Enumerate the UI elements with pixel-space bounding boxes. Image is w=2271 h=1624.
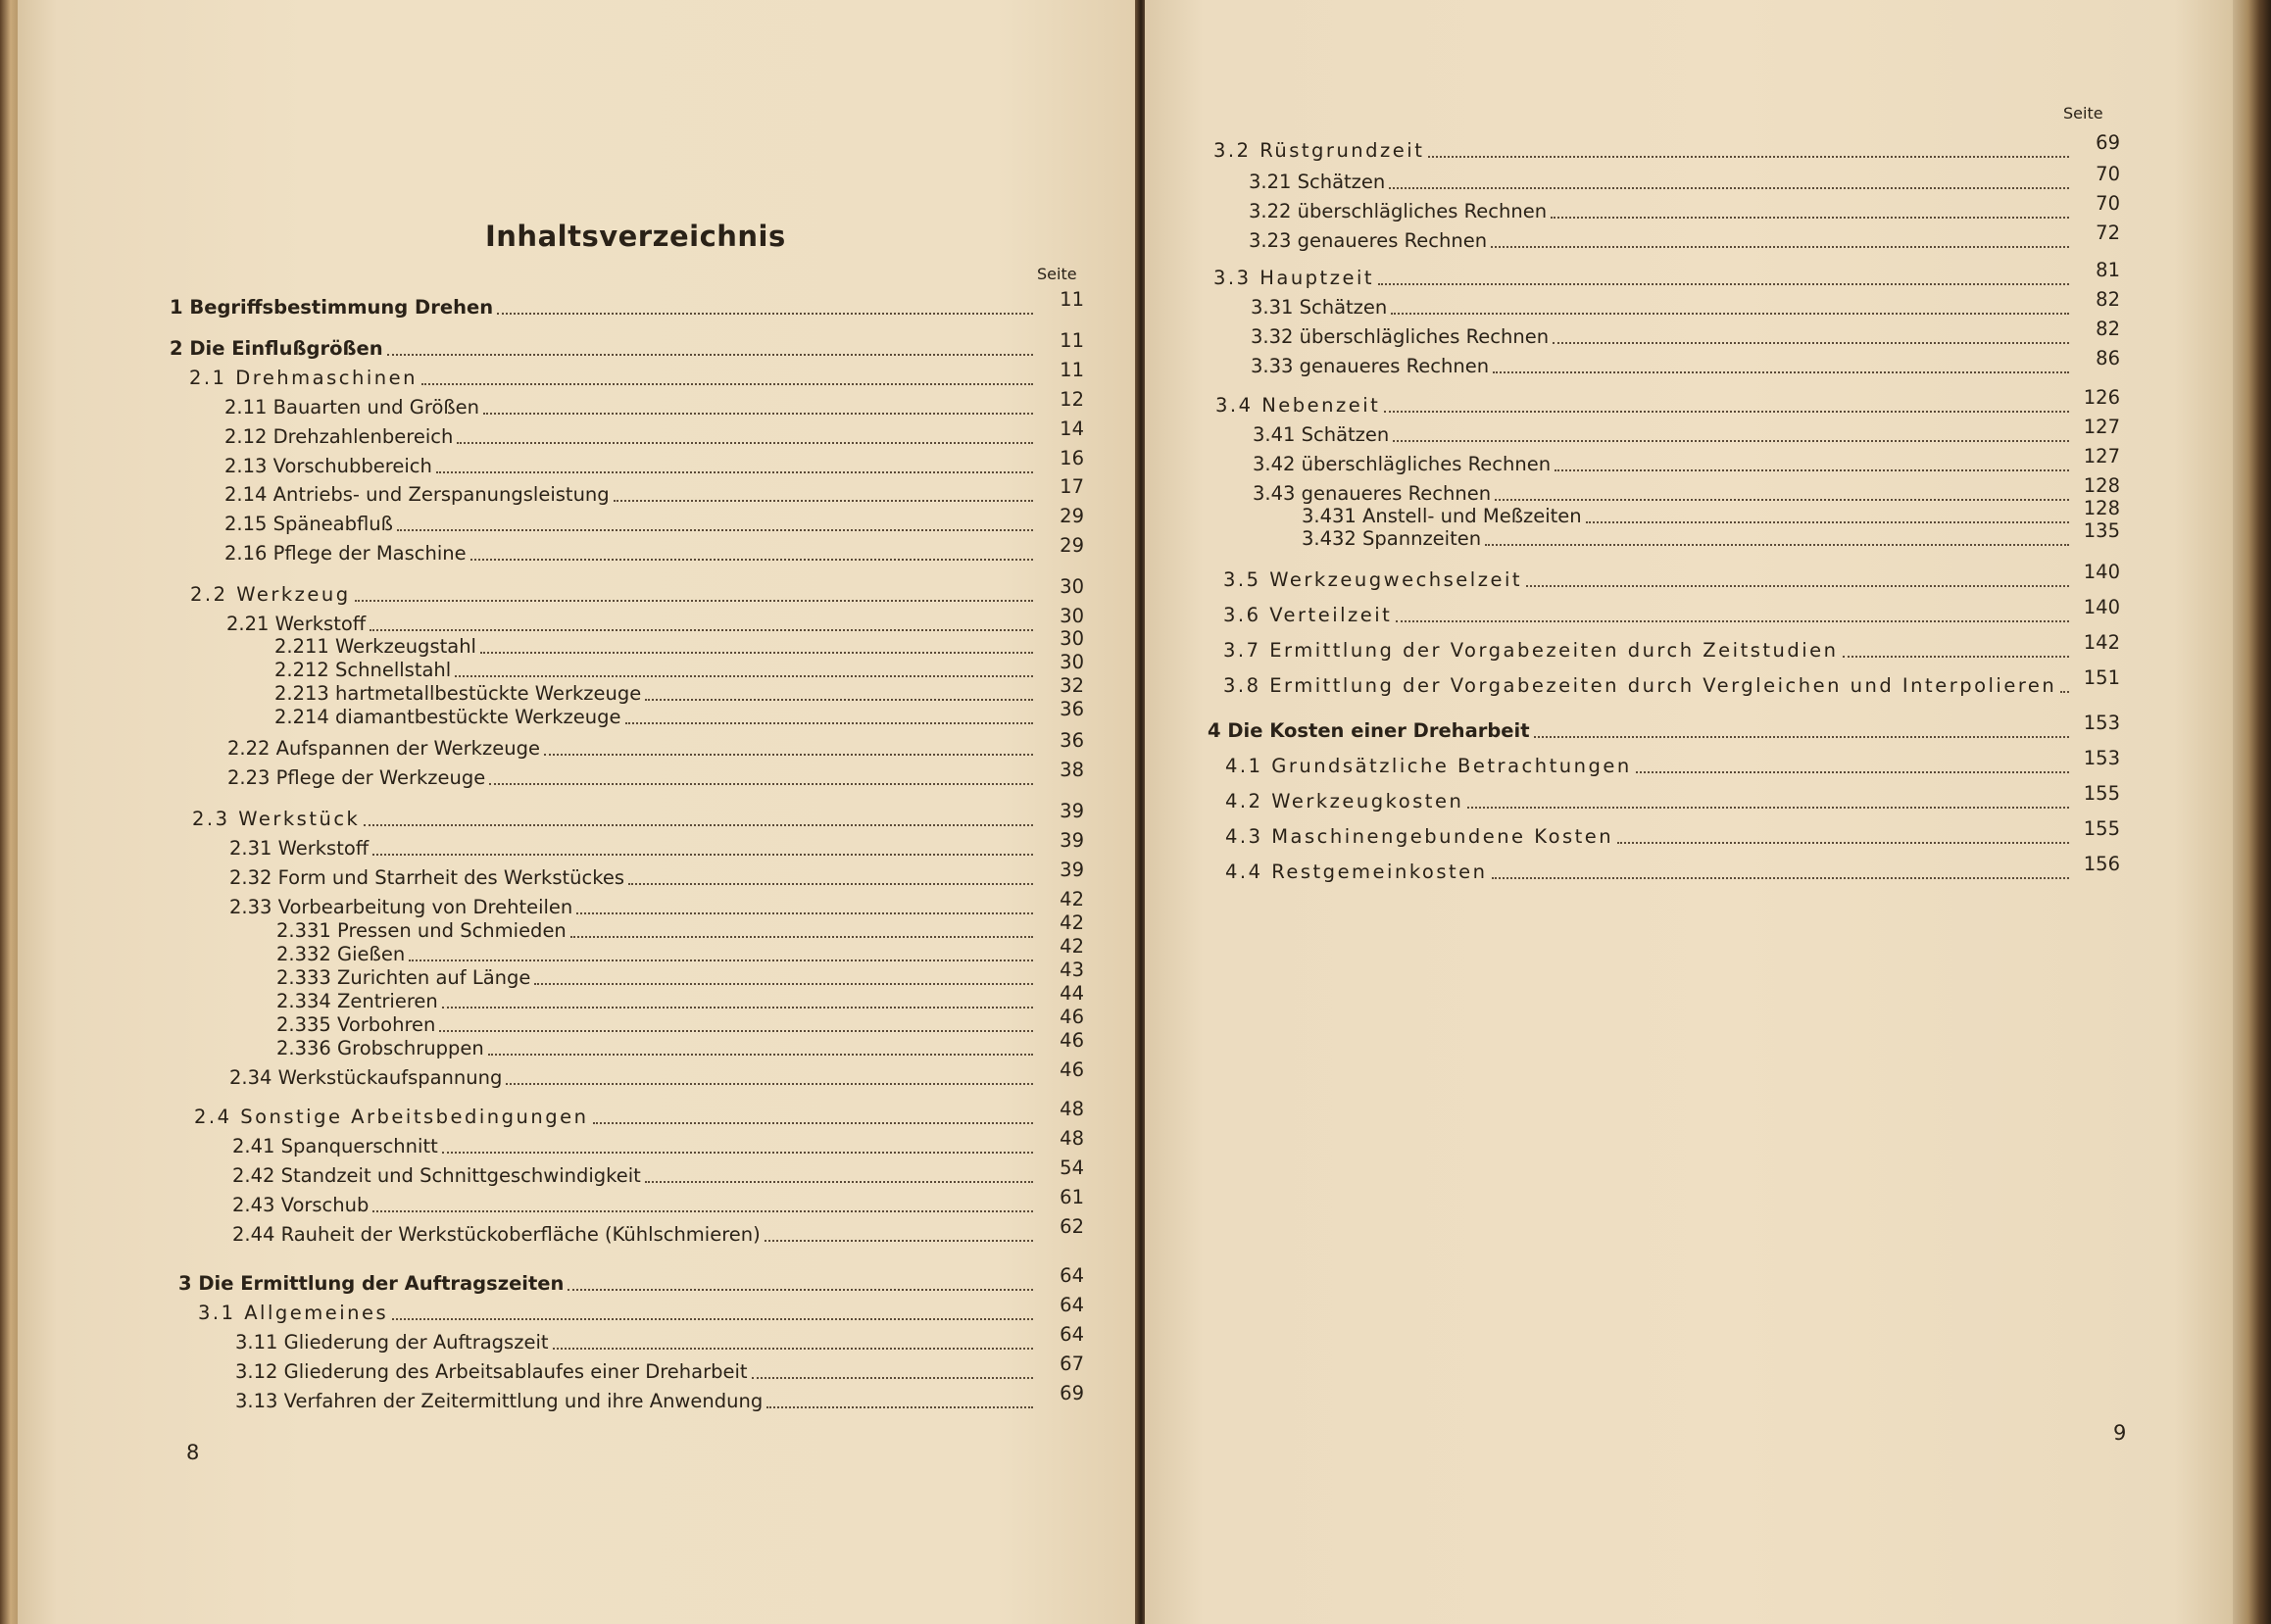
leader-dots <box>372 1210 1033 1212</box>
toc-entry-page: 30 <box>1060 575 1084 598</box>
toc-entry-label: 2.41 Spanquerschnitt <box>232 1135 438 1157</box>
leader-dots <box>1636 771 2069 773</box>
leader-dots <box>568 1289 1033 1291</box>
leader-dots <box>497 313 1033 315</box>
leader-dots <box>1485 544 2069 546</box>
leader-dots <box>645 1181 1033 1183</box>
toc-entry-label: 2.332 Gießen <box>276 943 406 965</box>
toc-entry <box>170 288 1084 321</box>
leader-dots <box>1492 877 2069 879</box>
toc-entry-page: 153 <box>2083 747 2120 769</box>
leader-dots <box>1495 499 2069 501</box>
toc-entry-label: 2.21 Werkstoff <box>226 613 367 635</box>
toc-entry-label: 2.23 Pflege der Werkzeuge <box>227 766 486 789</box>
seite-header-right: Seite <box>2063 104 2103 123</box>
toc-entry-page: 64 <box>1060 1294 1084 1316</box>
toc-entry <box>1253 445 2120 478</box>
leader-dots <box>1551 217 2069 219</box>
toc-entry <box>1251 318 2120 351</box>
toc-entry-label: 3.2 Rüstgrundzeit <box>1213 139 1425 162</box>
book-edge-left <box>0 0 18 1624</box>
toc-entry <box>227 759 1084 792</box>
leader-dots <box>457 442 1033 444</box>
toc-entry <box>224 505 1084 538</box>
page-number-right: 9 <box>2113 1421 2127 1445</box>
toc-entry-label: 3.31 Schätzen <box>1251 296 1388 319</box>
toc-entry-label: 2.14 Antriebs- und Zerspanungsleistung <box>224 483 610 506</box>
toc-entry-label: 3.1 Allgemeines <box>198 1302 389 1324</box>
toc-entry <box>227 729 1084 763</box>
toc-entry-label: 2 Die Einflußgrößen <box>170 337 383 360</box>
toc-entry-label: 2.32 Form und Starrheit des Werkstückes <box>229 866 624 889</box>
toc-entry-page: 142 <box>2083 631 2120 654</box>
leader-dots <box>439 1030 1033 1032</box>
toc-entry <box>235 1382 1084 1415</box>
toc-entry-label: 2.1 Drehmaschinen <box>189 367 418 389</box>
toc-entry-label: 2.11 Bauarten und Größen <box>224 396 480 418</box>
toc-entry-page: 11 <box>1060 359 1084 381</box>
leader-dots <box>625 722 1033 724</box>
toc-entry-page: 43 <box>1060 959 1084 981</box>
toc-entry-page: 17 <box>1060 475 1084 498</box>
toc-entry <box>1249 221 2120 255</box>
toc-entry-label: 2.212 Schnellstahl <box>274 659 452 681</box>
toc-entry-page: 72 <box>2096 221 2120 244</box>
toc-entry-page: 36 <box>1060 698 1084 720</box>
toc-entry-label: 2.331 Pressen und Schmieden <box>276 919 567 942</box>
toc-entry-page: 46 <box>1060 1006 1084 1028</box>
toc-entry-label: 2.333 Zurichten auf Länge <box>276 966 531 989</box>
toc-entry-label: 2.34 Werkstückaufspannung <box>229 1066 503 1089</box>
toc-entry-page: 39 <box>1060 829 1084 852</box>
toc-entry-page: 153 <box>2083 712 2120 734</box>
toc-entry-label: 2.33 Vorbearbeitung von Drehteilen <box>229 896 573 918</box>
toc-entry <box>1223 631 2120 664</box>
toc-entry-page: 42 <box>1060 911 1084 934</box>
toc-entry <box>1225 817 2120 851</box>
toc-entry <box>229 859 1084 892</box>
toc-entry-label: 3.21 Schätzen <box>1249 171 1386 193</box>
leader-dots <box>397 529 1033 531</box>
toc-entry-label: 3.3 Hauptzeit <box>1213 267 1375 289</box>
leader-dots <box>442 1152 1033 1154</box>
toc-entry-label: 3.43 genaueres Rechnen <box>1253 482 1492 505</box>
toc-entry-label: 2.336 Grobschruppen <box>276 1037 484 1059</box>
leader-dots <box>1389 187 2069 189</box>
leader-dots <box>1428 156 2069 158</box>
leader-dots <box>470 559 1033 561</box>
toc-entry-page: 81 <box>2096 259 2120 281</box>
toc-entry-page: 67 <box>1060 1353 1084 1375</box>
toc-entry-label: 3.7 Ermittlung der Vorgabezeiten durch Zeitstudien <box>1223 639 1839 662</box>
toc-entry-label: 2.12 Drehzahlenbereich <box>224 425 454 448</box>
leader-dots <box>1553 342 2069 344</box>
toc-entry <box>1225 747 2120 780</box>
leader-dots <box>1586 521 2069 523</box>
toc-entry <box>1215 386 2120 419</box>
leader-dots <box>1378 283 2069 285</box>
toc-entry-page: 64 <box>1060 1323 1084 1346</box>
toc-entry <box>235 1353 1084 1386</box>
toc-entry-label: 2.335 Vorbohren <box>276 1013 436 1036</box>
leader-dots <box>1617 842 2069 844</box>
toc-entry-page: 140 <box>2083 561 2120 583</box>
leader-dots <box>436 471 1033 473</box>
toc-entry-page: 70 <box>2096 192 2120 215</box>
leader-dots <box>1843 656 2069 658</box>
toc-entry <box>1223 561 2120 594</box>
toc-entry <box>1225 782 2120 815</box>
toc-entry <box>1213 259 2120 292</box>
toc-entry-page: 64 <box>1060 1264 1084 1287</box>
toc-entry-page: 29 <box>1060 505 1084 527</box>
toc-entry-page: 155 <box>2083 817 2120 840</box>
toc-entry-page: 30 <box>1060 651 1084 673</box>
toc-entry-page: 156 <box>2083 853 2120 875</box>
toc-entry-label: 1 Begriffsbestimmung Drehen <box>170 296 494 319</box>
toc-entry-page: 61 <box>1060 1186 1084 1208</box>
toc-entry-page: 12 <box>1060 388 1084 411</box>
toc-entry-label: 2.214 diamantbestückte Werkzeuge <box>274 706 621 728</box>
toc-entry-label: 3.13 Verfahren der Zeitermittlung und ihre Anwendung <box>235 1390 764 1412</box>
toc-entry-page: 126 <box>2083 386 2120 409</box>
toc-entry-label: 3.432 Spannzeiten <box>1302 527 1482 550</box>
toc-entry-label: 2.3 Werkstück <box>192 808 361 830</box>
toc-entry-page: 36 <box>1060 729 1084 752</box>
toc-entry-page: 11 <box>1060 329 1084 352</box>
toc-entry-label: 3.11 Gliederung der Auftragszeit <box>235 1331 549 1353</box>
toc-entry-label: 2.15 Späneabfluß <box>224 513 393 535</box>
toc-entry-label: 3.41 Schätzen <box>1253 423 1390 446</box>
toc-entry-page: 30 <box>1060 605 1084 627</box>
leader-dots <box>752 1377 1033 1379</box>
toc-entry <box>1251 288 2120 321</box>
toc-entry-label: 3.6 Verteilzeit <box>1223 604 1393 626</box>
toc-entry-page: 127 <box>2083 445 2120 468</box>
toc-entry-label: 2.22 Aufspannen der Werkzeuge <box>227 737 540 760</box>
leader-dots <box>1384 411 2069 413</box>
toc-entry-label: 2.16 Pflege der Maschine <box>224 542 467 565</box>
leader-dots <box>409 960 1033 961</box>
leader-dots <box>1391 313 2069 315</box>
toc-entry <box>1249 192 2120 225</box>
leader-dots <box>506 1083 1033 1085</box>
toc-entry-label: 4.3 Maschinengebundene Kosten <box>1225 825 1614 848</box>
toc-entry <box>1302 519 2120 553</box>
toc-entry-page: 32 <box>1060 674 1084 697</box>
leader-dots <box>1526 585 2069 587</box>
toc-entry-label: 3.23 genaueres Rechnen <box>1249 229 1488 252</box>
toc-entry-page: 42 <box>1060 935 1084 958</box>
toc-entry <box>232 1156 1084 1190</box>
toc-entry-page: 86 <box>2096 347 2120 369</box>
toc-entry <box>1249 163 2120 196</box>
toc-entry-page: 140 <box>2083 596 2120 618</box>
toc-entry-label: 3.5 Werkzeugwechselzeit <box>1223 568 1523 591</box>
toc-entry-page: 135 <box>2083 519 2120 542</box>
leader-dots <box>765 1240 1033 1242</box>
leader-dots <box>1396 620 2069 622</box>
toc-entry-page: 39 <box>1060 800 1084 822</box>
toc-entry-label: 2.42 Standzeit und Schnittgeschwindigkeit <box>232 1164 641 1187</box>
toc-entry-page: 151 <box>2083 666 2120 689</box>
toc-entry <box>178 1264 1084 1298</box>
toc-entry-page: 16 <box>1060 447 1084 469</box>
toc-entry-page: 54 <box>1060 1156 1084 1179</box>
toc-entry-page: 155 <box>2083 782 2120 805</box>
toc-entry-label: 4.1 Grundsätzliche Betrachtungen <box>1225 755 1632 777</box>
toc-entry <box>170 329 1084 363</box>
leader-dots <box>628 883 1033 885</box>
toc-entry-page: 11 <box>1060 288 1084 311</box>
right-page <box>1145 0 2233 1624</box>
seite-header-left: Seite <box>1037 265 1077 283</box>
toc-entry-label: 2.13 Vorschubbereich <box>224 455 432 477</box>
toc-entry <box>198 1294 1084 1327</box>
toc-entry <box>1251 347 2120 380</box>
leader-dots <box>1534 736 2069 738</box>
leader-dots <box>488 1054 1033 1056</box>
toc-entry-label: 4 Die Kosten einer Dreharbeit <box>1208 719 1530 742</box>
leader-dots <box>570 936 1033 938</box>
toc-entry-label: 4.4 Restgemeinkosten <box>1225 861 1488 883</box>
toc-entry-page: 48 <box>1060 1127 1084 1150</box>
toc-entry <box>274 698 1084 731</box>
toc-entry-page: 62 <box>1060 1215 1084 1238</box>
toc-entry <box>232 1127 1084 1160</box>
toc-entry-page: 42 <box>1060 888 1084 910</box>
leader-dots <box>645 699 1033 701</box>
leader-dots <box>355 600 1033 602</box>
toc-entry-label: 3.33 genaueres Rechnen <box>1251 355 1490 377</box>
leader-dots <box>372 854 1033 856</box>
leader-dots <box>370 629 1033 631</box>
toc-entry-page: 82 <box>2096 318 2120 340</box>
leader-dots <box>1555 469 2069 471</box>
toc-entry-label: 2.43 Vorschub <box>232 1194 370 1216</box>
toc-entry-page: 14 <box>1060 418 1084 440</box>
toc-entry <box>1223 666 2120 700</box>
page-number-left: 8 <box>186 1441 200 1464</box>
toc-entry <box>229 1058 1084 1092</box>
toc-entry-label: 3.12 Gliederung des Arbeitsablaufes einer Dreharbeit <box>235 1360 748 1383</box>
toc-entry <box>1253 416 2120 449</box>
toc-entry-label: 2.2 Werkzeug <box>190 583 351 606</box>
leader-dots <box>387 354 1033 356</box>
toc-entry-label: 4.2 Werkzeugkosten <box>1225 790 1464 812</box>
toc-entry-page: 82 <box>2096 288 2120 311</box>
toc-entry-label: 3 Die Ermittlung der Auftragszeiten <box>178 1272 565 1295</box>
leader-dots <box>2060 691 2069 693</box>
toc-entry-label: 3.4 Nebenzeit <box>1215 394 1381 417</box>
leader-dots <box>576 912 1033 914</box>
page-title: Inhaltsverzeichnis <box>485 220 786 253</box>
toc-entry <box>1213 131 2120 165</box>
toc-entry <box>229 829 1084 862</box>
leader-dots <box>364 824 1033 826</box>
leader-dots <box>766 1406 1033 1408</box>
leader-dots <box>442 1007 1033 1009</box>
toc-entry-label: 3.431 Anstell- und Meßzeiten <box>1302 505 1582 527</box>
toc-entry-page: 69 <box>1060 1382 1084 1404</box>
toc-entry <box>276 1029 1084 1062</box>
toc-entry-label: 2.31 Werkstoff <box>229 837 370 860</box>
toc-entry-label: 2.334 Zentrieren <box>276 990 438 1012</box>
leader-dots <box>1491 246 2069 248</box>
leader-dots <box>614 500 1033 502</box>
toc-entry <box>189 359 1084 392</box>
toc-entry-page: 70 <box>2096 163 2120 185</box>
leader-dots <box>593 1122 1034 1124</box>
toc-entry-page: 38 <box>1060 759 1084 781</box>
toc-entry <box>235 1323 1084 1356</box>
toc-entry-label: 2.44 Rauheit der Werkstückoberfläche (Kühlschmieren) <box>232 1223 761 1246</box>
leader-dots <box>1393 440 2069 442</box>
toc-entry-page: 48 <box>1060 1098 1084 1120</box>
toc-entry-label: 3.42 überschlägliches Rechnen <box>1253 453 1552 475</box>
toc-entry-page: 46 <box>1060 1029 1084 1052</box>
toc-entry-label: 3.22 überschlägliches Rechnen <box>1249 200 1548 222</box>
book-edge-right <box>2233 0 2271 1624</box>
toc-entry-page: 29 <box>1060 534 1084 557</box>
leader-dots <box>421 383 1033 385</box>
toc-entry-page: 39 <box>1060 859 1084 881</box>
toc-entry-label: 3.8 Ermittlung der Vorgabezeiten durch Vergleichen und Interpolieren <box>1223 674 2057 697</box>
toc-entry <box>232 1215 1084 1249</box>
toc-entry-label: 2.4 Sonstige Arbeitsbedingungen <box>194 1106 589 1128</box>
toc-entry-page: 46 <box>1060 1058 1084 1081</box>
toc-entry-page: 128 <box>2083 497 2120 519</box>
toc-entry <box>224 475 1084 509</box>
toc-entry <box>232 1186 1084 1219</box>
leader-dots <box>480 652 1033 654</box>
toc-entry <box>224 418 1084 451</box>
leader-dots <box>1467 807 2069 809</box>
leader-dots <box>553 1348 1033 1350</box>
leader-dots <box>1493 371 2069 373</box>
leader-dots <box>483 413 1033 415</box>
toc-entry <box>1208 712 2120 745</box>
leader-dots <box>534 983 1033 985</box>
leader-dots <box>455 675 1033 677</box>
toc-entry-label: 2.211 Werkzeugstahl <box>274 635 476 658</box>
leader-dots <box>544 754 1033 756</box>
toc-entry-page: 44 <box>1060 982 1084 1005</box>
toc-entry <box>1225 853 2120 886</box>
toc-entry <box>1223 596 2120 629</box>
toc-entry <box>194 1098 1084 1131</box>
toc-entry <box>192 800 1084 833</box>
left-page <box>18 0 1135 1624</box>
leader-dots <box>392 1318 1033 1320</box>
toc-entry <box>224 534 1084 567</box>
toc-entry <box>224 388 1084 421</box>
toc-entry-label: 3.32 überschlägliches Rechnen <box>1251 325 1550 348</box>
toc-entry <box>190 575 1084 609</box>
toc-entry-page: 127 <box>2083 416 2120 438</box>
toc-entry-page: 30 <box>1060 627 1084 650</box>
leader-dots <box>489 783 1033 785</box>
toc-entry-page: 128 <box>2083 474 2120 497</box>
toc-entry-label: 2.213 hartmetallbestückte Werkzeuge <box>274 682 642 705</box>
toc-entry-page: 69 <box>2096 131 2120 154</box>
toc-entry <box>224 447 1084 480</box>
